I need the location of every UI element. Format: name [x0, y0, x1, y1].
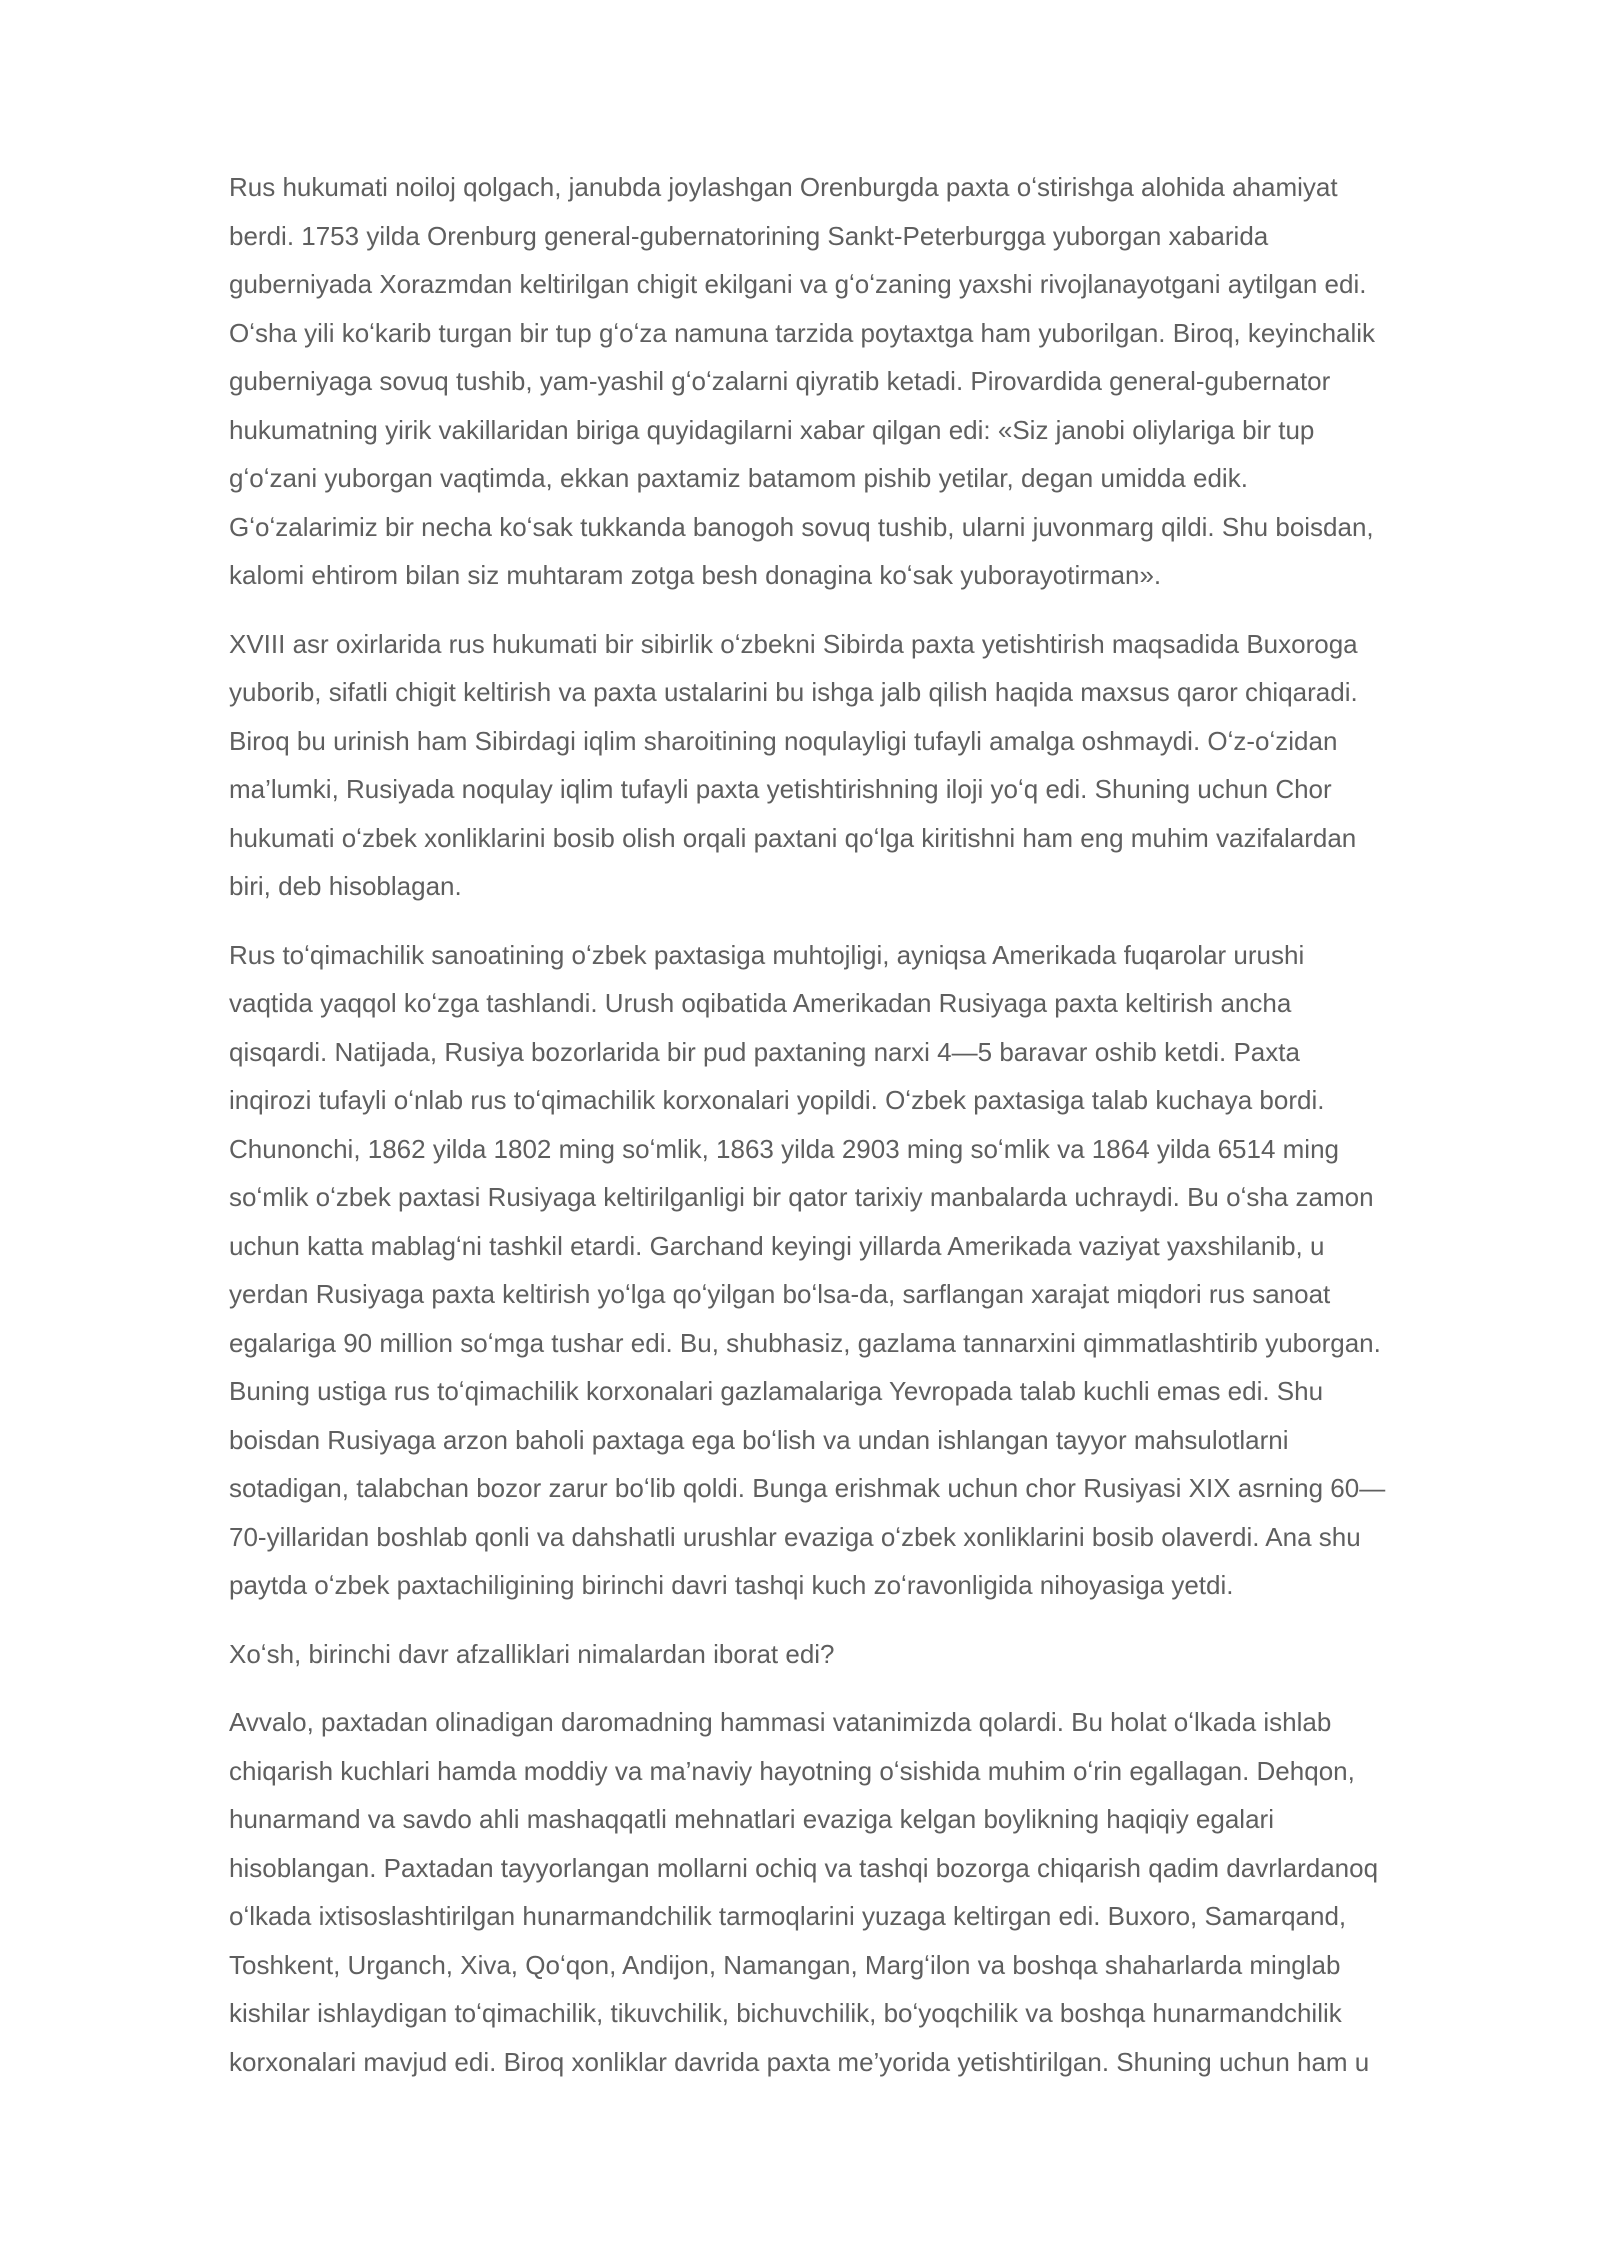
- text-line: hukumatning yirik vakillaridan biriga quyidagilarni xabar qilgan edi: «Siz janobi oliylariga bir tup: [229, 414, 1315, 445]
- text-line: ma’lumki, Rusiyada noqulay iqlim tufayli paxta yetishtirishning iloji yoʻq edi. Shuning uchun Chor: [229, 774, 1332, 804]
- text-line: hisoblangan. Paxtadan tayyorlangan mollarni ochiq va tashqi bozorga chiqarish qadim davrlardanoq: [229, 1852, 1379, 1883]
- text-line: guberniyaga sovuq tushib, yam-yashil gʻoʻzalarni qiyratib ketadi. Pirovardida general-gubernator: [229, 366, 1331, 396]
- text-line: Toshkent, Urganch, Xiva, Qoʻqon, Andijon, Namangan, Margʻilon va boshqa shaharlarda minglab: [229, 1949, 1341, 1980]
- text-line: Avvalo, paxtadan olinadigan daromadning hammasi vatanimizda qolardi. Bu holat oʻlkada ishlab: [229, 1707, 1332, 1737]
- text-line: boisdan Rusiyaga arzon baholi paxtaga ega boʻlish va undan ishlangan tayyor mahsulotlarni: [229, 1424, 1289, 1455]
- text-line: Chunonchi, 1862 yilda 1802 ming soʻmlik, 1863 yilda 2903 ming soʻmlik va 1864 yilda 6514 ming: [229, 1133, 1339, 1164]
- paragraph-3: [229, 931, 1529, 1610]
- text-line: kalomi ehtirom bilan siz muhtaram zotga besh donagina koʻsak yuborayotirman».: [229, 560, 1162, 590]
- text-line: Biroq bu urinish ham Sibirdagi iqlim sharoitining noqulayligi tufayli amalga oshmaydi. Oʻz-oʻzidan: [229, 725, 1338, 756]
- text-line: korxonalari mavjud edi. Biroq xonliklar davrida paxta me’yorida yetishtirilgan. Shuning uchun ham u: [229, 2046, 1370, 2077]
- text-line: 70-yillaridan boshlab qonli va dahshatli urushlar evaziga oʻzbek xonliklarini bosib olaverdi. Ana shu: [229, 1521, 1361, 1552]
- text-line: Rus hukumati noiloj qolgach, janubda joylashgan Orenburgda paxta oʻstirishga alohida ahamiyat: [229, 172, 1338, 202]
- text-line: Gʻoʻzalarimiz bir necha koʻsak tukkanda banogoh sovuq tushib, ularni juvonmarg qildi. Shu boisdan,: [229, 511, 1374, 542]
- text-line: vaqtida yaqqol koʻzga tashlandi. Urush oqibatida Amerikadan Rusiyaga paxta keltirish ancha: [229, 988, 1292, 1018]
- text-line: guberniyada Xorazmdan keltirilgan chigit ekilgani va gʻoʻzaning yaxshi rivojlanayotgani aytilgan edi.: [229, 269, 1367, 299]
- text-line: chiqarish kuchlari hamda moddiy va ma’naviy hayotning oʻsishida muhim oʻrin egallagan. Dehqon,: [229, 1755, 1355, 1786]
- text-line: kishilar ishlaydigan toʻqimachilik, tikuvchilik, bichuvchilik, boʻyoqchilik va boshqa hunarmandchilik: [229, 1998, 1342, 2028]
- paragraph-1: [229, 163, 1529, 600]
- text-line: hunarmand va savdo ahli mashaqqatli mehnatlari evaziga kelgan boylikning haqiqiy egalari: [229, 1804, 1274, 1834]
- paragraph-2: [229, 620, 1529, 911]
- text-line: Oʻsha yili koʻkarib turgan bir tup gʻoʻza namuna tarzida poytaxtga ham yuborilgan. Biroq, keyinchalik: [229, 317, 1376, 348]
- text-line: Xoʻsh, birinchi davr afzalliklari nimalardan iborat edi?: [229, 1638, 835, 1669]
- text-line: egalariga 90 million soʻmga tushar edi. Bu, shubhasiz, gazlama tannarxini qimmatlashtirib yuborgan.: [229, 1327, 1381, 1358]
- text-line: biri, deb hisoblagan.: [229, 871, 462, 901]
- paragraph-5: [229, 1698, 1529, 2086]
- text-line: oʻlkada ixtisoslashtirilgan hunarmandchilik tarmoqlarini yuzaga keltirgan edi. Buxoro, Samarqand,: [229, 1901, 1347, 1931]
- text-line: sotadigan, talabchan bozor zarur boʻlib qoldi. Bunga erishmak uchun chor Rusiyasi XIX asrning 60—: [229, 1473, 1386, 1503]
- text-line: yuborib, sifatli chigit keltirish va paxta ustalarini bu ishga jalb qilish haqida maxsus qaror chiqaradi.: [229, 677, 1358, 707]
- text-line: yerdan Rusiyaga paxta keltirish yoʻlga qoʻyilgan boʻlsa-da, sarflangan xarajat miqdori rus sanoat: [229, 1279, 1331, 1309]
- text-line: hukumati oʻzbek xonliklarini bosib olish orqali paxtani qoʻlga kiritishni ham eng muhim vazifalardan: [229, 822, 1357, 853]
- text-line: XVIII asr oxirlarida rus hukumati bir sibirlik oʻzbekni Sibirda paxta yetishtirish maqsadida Buxoroga: [229, 628, 1358, 659]
- text-line: gʻoʻzani yuborgan vaqtimda, ekkan paxtamiz batamom pishib yetilar, degan umidda edik.: [229, 463, 1248, 493]
- document-body: [229, 163, 1529, 2106]
- text-line: Rus toʻqimachilik sanoatining oʻzbek paxtasiga muhtojligi, ayniqsa Amerikada fuqarolar urushi: [229, 939, 1305, 970]
- text-line: Buning ustiga rus toʻqimachilik korxonalari gazlamalariga Yevropada talab kuchli emas edi. Shu: [229, 1376, 1324, 1406]
- paragraph-4: [229, 1630, 1529, 1679]
- text-line: berdi. 1753 yilda Orenburg general-gubernatorining Sankt-Peterburgga yuborgan xabarida: [229, 220, 1269, 251]
- text-line: soʻmlik oʻzbek paxtasi Rusiyaga keltirilganligi bir qator tarixiy manbalarda uchraydi. Bu oʻsha zamon: [229, 1182, 1374, 1212]
- text-line: qisqardi. Natijada, Rusiya bozorlarida bir pud paxtaning narxi 4—5 baravar oshib ketdi. Paxta: [229, 1036, 1300, 1067]
- text-line: inqirozi tufayli oʻnlab rus toʻqimachilik korxonalari yopildi. Oʻzbek paxtasiga talab kuchaya bordi.: [229, 1085, 1325, 1115]
- text-line: uchun katta mablagʻni tashkil etardi. Garchand keyingi yillarda Amerikada vaziyat yaxshilanib, u: [229, 1230, 1325, 1261]
- text-line: paytda oʻzbek paxtachiligining birinchi davri tashqi kuch zoʻravonligida nihoyasiga yetdi.: [229, 1570, 1234, 1600]
